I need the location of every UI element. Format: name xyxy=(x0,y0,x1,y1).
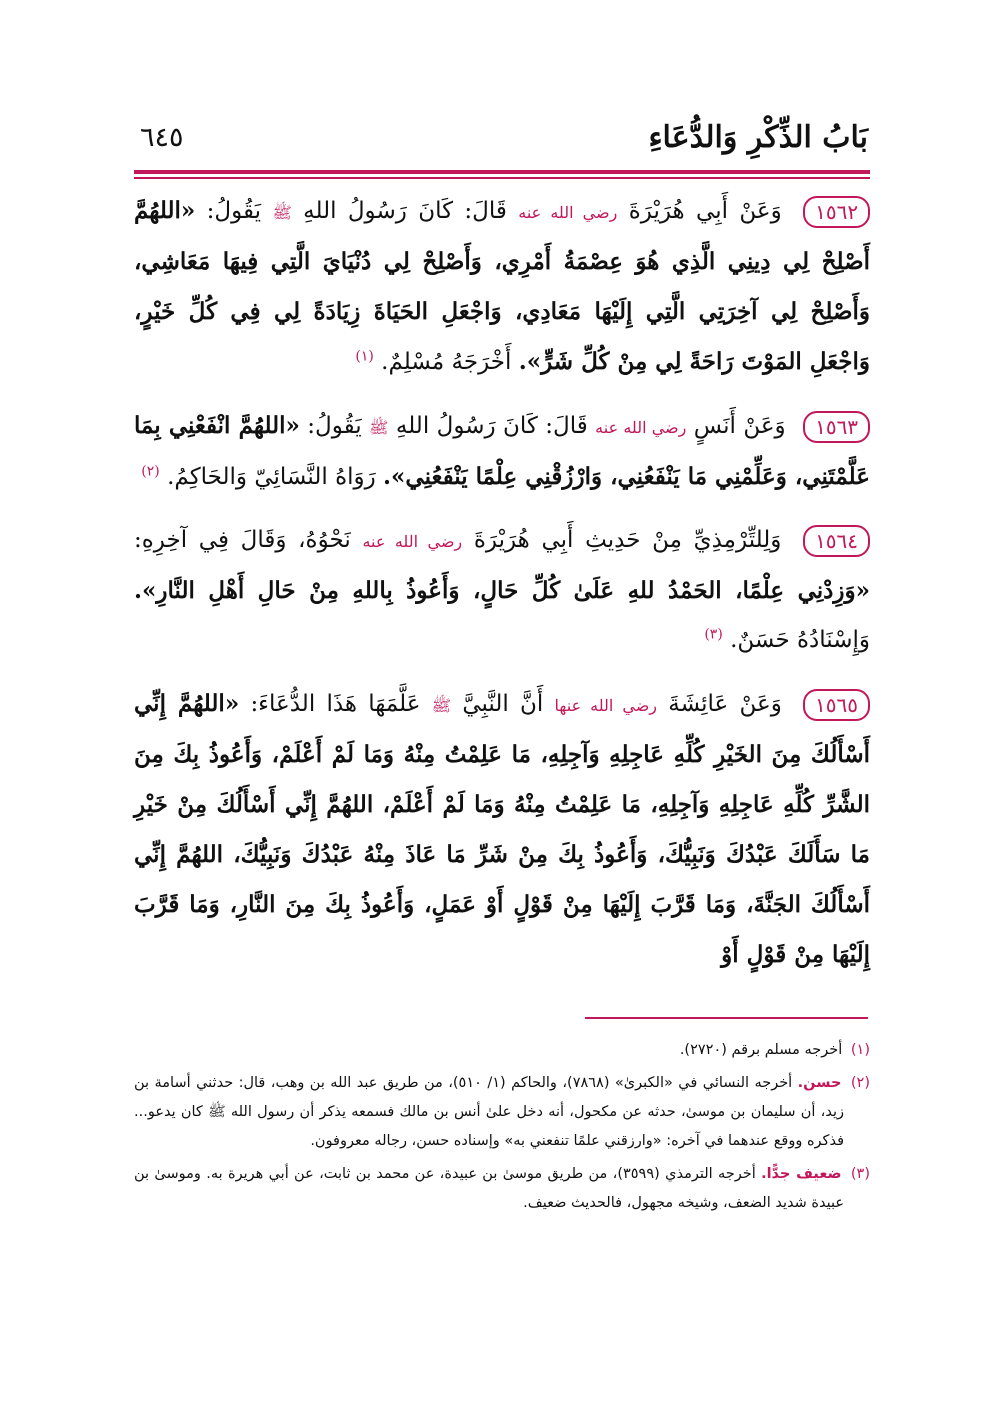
header-rule-top xyxy=(134,170,870,174)
footnote-number: (٢) xyxy=(850,1075,870,1091)
footnote-text: أخرجه الترمذي (٣٥٩٩)، من طريق موسىٰ بن عبيدة، عن محمد بن ثابت، عن أبي هريرة به. وموسىٰ بن عبيدة شديد الضعف، وشيخه مجهول، فالحديث ضعيف. xyxy=(134,1166,844,1211)
hadith-intro: وَلِلتِّرْمِذِيِّ مِنْ حَدِيثِ أَبِي هُرَيْرَةَ xyxy=(473,527,782,553)
salawat: ﷺ xyxy=(431,696,452,715)
honorific: رضي الله عنه xyxy=(595,418,687,437)
hadith-mid: قَالَ: كَانَ رَسُولُ اللهِ xyxy=(303,198,507,224)
footnote-1 xyxy=(134,1036,870,1065)
hadith-mid: قَالَ: كَانَ رَسُولُ اللهِ xyxy=(395,413,588,439)
footnote-3 xyxy=(134,1160,870,1218)
footnote-ref[interactable]: (٢) xyxy=(141,463,160,480)
hadith-number-badge: ١٥٦٢ xyxy=(803,196,870,228)
footnote-separator xyxy=(585,1017,868,1019)
hadith-number-badge: ١٥٦٥ xyxy=(803,689,870,721)
hadith-lead: يَقُولُ: xyxy=(307,413,362,439)
hadith-text: «اللهُمَّ إِنِّي أَسْأَلُكَ مِنَ الخَيْرِ كُلِّهِ عَاجِلِهِ وَآجِلِهِ، مَا عَلِمْتُ مِنْهُ وَمَا لَمْ أَعْلَمْ، وَأَعُوذُ بِكَ مِنَ الشَّرِّ كُلِّهِ عَاجِلِهِ وَآجِلِهِ، مَا عَلِمْتُ مِنْهُ وَمَا لَمْ أَعْلَمْ، اللهُمَّ إِنِّي أَسْأَلُكَ مِنْ خَيْرِ مَا سَأَلَكَ عَبْدُكَ وَنَبِيُّكَ، وَأَعُوذُ بِكَ مِنْ شَرِّ مَا عَاذَ مِنْهُ عَبْدُكَ وَنَبِيُّكَ، اللهُمَّ إِنِّي أَسْأَلُكَ الجَنَّةَ، وَمَا قَرَّبَ إِلَيْهَا مِنْ قَوْلٍ أَوْ عَمَلٍ، وَأَعُوذُ بِكَ مِنَ النَّارِ، وَمَا قَرَّبَ إِلَيْهَا مِنْ قَوْلٍ أَوْ xyxy=(134,690,870,968)
hadith-lead: يَقُولُ: xyxy=(206,198,262,224)
footnote-grade: حسن. xyxy=(797,1075,842,1091)
hadith-number-badge: ١٥٦٣ xyxy=(803,411,870,443)
hadith-source: رَوَاهُ النَّسَائِيّ وَالحَاكِمُ. xyxy=(167,464,376,490)
hadith-source: وَإِسْنَادُهُ حَسَنٌ. xyxy=(730,627,870,653)
hadith-text: «اللهُمَّ أَصْلِحْ لِي دِينِي الَّذِي هُوَ عِصْمَةُ أَمْرِي، وَأَصْلِحْ لِي دُنْيَايَ الَّتِي فِيهَا مَعَاشِي، وَأَصْلِحْ لِي آخِرَتِي الَّتِي إِلَيْهَا مَعَادِي، وَاجْعَلِ الحَيَاةَ زِيَادَةً لِي فِي كُلِّ خَيْرٍ، وَاجْعَلِ المَوْتَ رَاحَةً لِي مِنْ كُلِّ شَرٍّ». xyxy=(134,197,870,375)
salawat: ﷺ xyxy=(272,203,292,222)
honorific: رضي الله عنها xyxy=(554,696,658,715)
hadith-text: «وَزِدْنِي عِلْمًا، الحَمْدُ للهِ عَلَىٰ كُلِّ حَالٍ، وَأَعُوذُ بِاللهِ مِنْ حَالِ أَهْلِ النَّارِ». xyxy=(134,577,870,604)
hadith-intro: وَعَنْ أَبِي هُرَيْرَةَ xyxy=(628,198,782,224)
hadith-number-badge: ١٥٦٤ xyxy=(803,525,870,557)
hadith-1563 xyxy=(134,401,870,502)
hadith-mid: أَنَّ النَّبِيَّ xyxy=(462,691,544,717)
hadith-intro: وَعَنْ أَنَسٍ xyxy=(693,413,786,439)
footnotes xyxy=(134,1036,870,1222)
hadith-lead: عَلَّمَهَا هَذَا الدُّعَاءَ: xyxy=(250,691,421,717)
footnote-text: أخرجه النسائي في «الكبرىٰ» (٧٨٦٨)، والحاكم (١/ ٥١٠)، من طريق عبد الله بن وهب، قال: حدثني أسامة بن زيد، أن سليمان بن موسىٰ، حدثه عن مكحول، أنه دخل علىٰ أنس بن مالك فسمعه يذكر أن رسول الله ﷺ كان يدعو... فذكره ووقع عندهما في آخره: «وارزقني علمًا تنفعني به» وإسناده حسن، رجاله معروفون. xyxy=(134,1075,844,1149)
footnote-ref[interactable]: (١) xyxy=(355,348,374,365)
footnote-number: (١) xyxy=(850,1042,870,1058)
footnote-ref[interactable]: (٣) xyxy=(704,626,723,643)
honorific: رضي الله عنه xyxy=(362,532,463,551)
footnote-text: أخرجه مسلم برقم (٢٧٢٠). xyxy=(679,1042,843,1058)
hadith-1565 xyxy=(134,679,870,980)
footnote-number: (٣) xyxy=(850,1166,870,1182)
salawat: ﷺ xyxy=(369,418,389,437)
footnote-2 xyxy=(134,1069,870,1156)
honorific: رضي الله عنه xyxy=(518,203,618,222)
page-header xyxy=(140,118,868,164)
hadith-mid: نَحْوُهُ، وَقَالَ فِي آخِرِهِ: xyxy=(134,527,351,553)
header-rule-bottom xyxy=(134,177,870,179)
hadith-intro: وَعَنْ عَائِشَةَ xyxy=(668,691,782,717)
footnote-grade: ضعيف جدًّا. xyxy=(761,1166,842,1182)
hadith-1562 xyxy=(134,186,870,387)
chapter-title: بَابُ الذِّكْرِ وَالدُّعَاءِ xyxy=(648,120,868,155)
hadith-source: أَخْرَجَهُ مُسْلِمٌ. xyxy=(381,349,512,375)
main-text xyxy=(134,186,870,994)
hadith-text: «اللهُمَّ انْفَعْنِي بِمَا عَلَّمْتَنِي، وَعَلِّمْنِي مَا يَنْفَعُنِي، وَارْزُقْنِي عِلْمًا يَنْفَعُنِي». xyxy=(134,412,870,490)
page-number: ٦٤٥ xyxy=(140,122,184,153)
hadith-1564 xyxy=(134,516,870,665)
